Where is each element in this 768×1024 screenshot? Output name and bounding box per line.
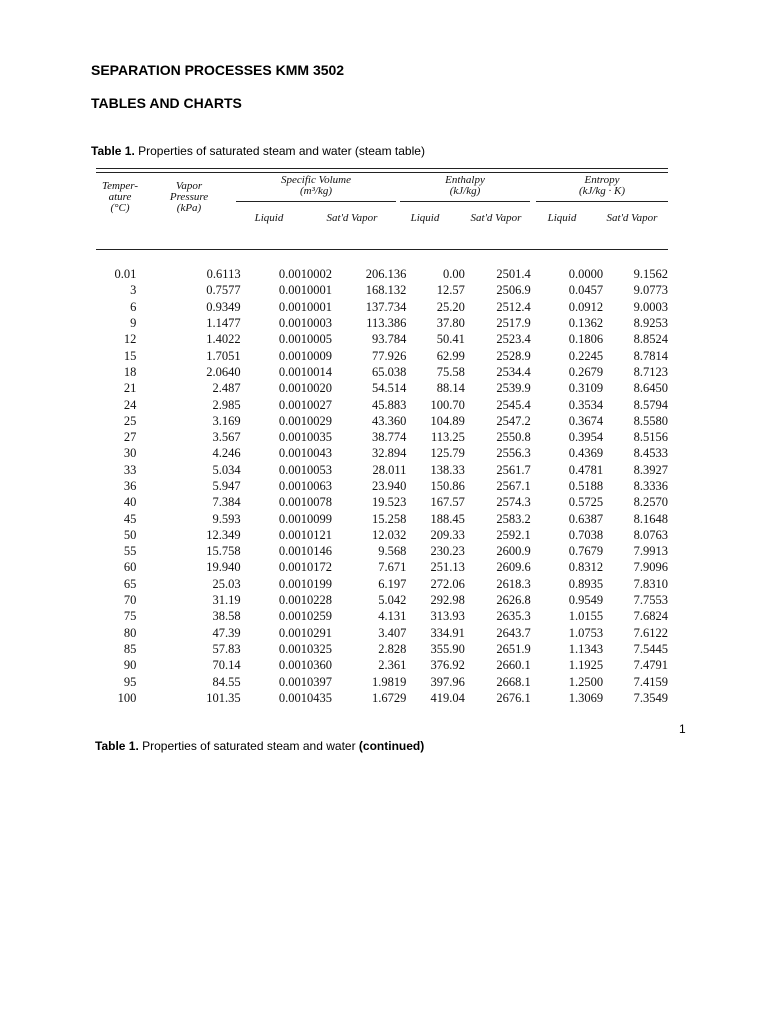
header-pressure-1: Vapor <box>175 180 203 192</box>
cell-vapor-entropy: 7.6824 <box>633 609 668 624</box>
cell-temperature: 45 <box>123 511 137 526</box>
cell-temperature: 3 <box>130 283 137 298</box>
cell-liquid-volume: 0.0010001 <box>278 283 332 298</box>
cell-temperature: 30 <box>123 446 137 461</box>
cell-liquid-enthalpy: 62.99 <box>436 348 465 363</box>
cell-temperature: 65 <box>123 576 137 591</box>
cell-vapor-pressure: 19.940 <box>206 560 241 575</box>
cell-vapor-entropy: 8.5580 <box>633 413 668 428</box>
cell-vapor-enthalpy: 2651.9 <box>496 641 531 656</box>
cell-liquid-entropy: 1.2500 <box>568 674 604 689</box>
cell-vapor-entropy: 7.3549 <box>633 690 668 705</box>
cell-vapor-pressure: 84.55 <box>212 674 241 689</box>
cell-liquid-entropy: 0.5188 <box>568 479 604 493</box>
table-row <box>96 299 668 315</box>
cell-vapor-pressure: 2.487 <box>212 381 241 396</box>
cell-temperature: 27 <box>123 430 137 445</box>
cell-liquid-volume: 0.0010291 <box>278 625 332 640</box>
cell-vapor-entropy: 8.3336 <box>633 479 668 493</box>
header-temp-1: Temper- <box>101 180 139 192</box>
cell-vapor-enthalpy: 2523.4 <box>496 332 531 347</box>
cell-liquid-enthalpy: 100.70 <box>430 397 465 412</box>
cell-liquid-entropy: 0.8935 <box>568 576 604 591</box>
cell-vapor-enthalpy: 2528.9 <box>496 348 531 363</box>
cell-liquid-volume: 0.0010029 <box>278 413 332 428</box>
cell-vapor-volume: 4.131 <box>378 609 407 624</box>
cell-vapor-volume: 6.197 <box>378 576 407 591</box>
page-number: 1 <box>679 722 686 736</box>
cell-liquid-volume: 0.0010172 <box>278 560 332 575</box>
cell-liquid-volume: 0.0010121 <box>278 527 332 542</box>
cell-vapor-entropy: 8.5156 <box>633 430 668 445</box>
cell-vapor-pressure: 38.58 <box>212 609 241 624</box>
cell-liquid-entropy: 0.0457 <box>568 283 604 298</box>
cell-vapor-pressure: 101.35 <box>206 690 241 705</box>
cell-liquid-entropy: 0.2679 <box>568 364 604 379</box>
cell-liquid-volume: 0.0010397 <box>278 674 332 689</box>
cell-liquid-enthalpy: 209.33 <box>430 527 465 542</box>
cell-vapor-volume: 32.894 <box>372 446 407 461</box>
table-row <box>96 380 668 396</box>
cell-temperature: 60 <box>123 560 137 575</box>
cell-liquid-volume: 0.0010053 <box>278 462 332 477</box>
cell-vapor-volume: 206.136 <box>365 267 407 282</box>
table-row <box>96 266 668 282</box>
cell-liquid-entropy: 0.1806 <box>568 332 604 347</box>
table-row <box>96 510 668 526</box>
cell-temperature: 18 <box>123 364 137 379</box>
cell-liquid-volume: 0.0010078 <box>278 495 332 510</box>
cell-vapor-enthalpy: 2609.6 <box>496 560 531 575</box>
table-caption <box>91 144 425 158</box>
table-row <box>96 478 668 494</box>
cell-liquid-enthalpy: 355.90 <box>430 641 465 656</box>
cell-liquid-volume: 0.0010360 <box>278 658 332 673</box>
cell-vapor-pressure: 15.758 <box>206 544 241 559</box>
cell-vapor-pressure: 47.39 <box>212 625 241 640</box>
cell-liquid-entropy: 0.3534 <box>568 397 604 412</box>
cell-vapor-pressure: 2.0640 <box>206 364 241 379</box>
cell-vapor-pressure: 31.19 <box>212 593 241 608</box>
cell-liquid-entropy: 0.4781 <box>568 462 604 477</box>
cell-liquid-volume: 0.0010003 <box>278 316 332 331</box>
table-top-rule <box>96 168 668 169</box>
cell-vapor-enthalpy: 2668.1 <box>496 674 531 689</box>
table-row <box>96 445 668 461</box>
cell-vapor-entropy: 8.8524 <box>633 332 668 347</box>
cell-vapor-pressure: 1.1477 <box>206 316 241 331</box>
cell-liquid-enthalpy: 138.33 <box>430 462 465 477</box>
cell-vapor-enthalpy: 2643.7 <box>496 625 531 640</box>
table-row <box>96 625 668 641</box>
cell-liquid-entropy: 0.9549 <box>568 593 604 608</box>
cell-liquid-entropy: 0.7038 <box>568 527 604 542</box>
cell-vapor-entropy: 8.7123 <box>633 364 668 379</box>
cell-liquid-enthalpy: 25.20 <box>436 299 465 314</box>
cell-vapor-enthalpy: 2506.9 <box>496 283 531 298</box>
cell-temperature: 90 <box>123 658 137 673</box>
cell-vapor-enthalpy: 2600.9 <box>496 544 531 559</box>
cell-vapor-volume: 77.926 <box>372 348 407 363</box>
cell-liquid-volume: 0.0010199 <box>278 576 332 591</box>
cell-vapor-pressure: 3.567 <box>212 430 241 445</box>
cell-vapor-enthalpy: 2618.3 <box>496 576 531 591</box>
cell-temperature: 0.01 <box>114 267 137 282</box>
cell-vapor-entropy: 7.4159 <box>633 674 668 689</box>
cell-temperature: 50 <box>123 527 137 542</box>
cell-vapor-entropy: 7.9096 <box>633 560 668 575</box>
cell-vapor-volume: 23.940 <box>372 479 407 493</box>
cell-vapor-entropy: 8.5794 <box>633 397 668 412</box>
cell-liquid-enthalpy: 334.91 <box>430 625 465 640</box>
cell-liquid-entropy: 0.3674 <box>568 413 604 428</box>
cell-liquid-entropy: 0.3954 <box>568 430 604 445</box>
header-enthalpy-group: Enthalpy <box>445 174 485 186</box>
cell-liquid-volume: 0.0010005 <box>278 332 332 347</box>
cell-temperature: 12 <box>123 332 137 347</box>
table-row <box>96 331 668 347</box>
table-row <box>96 413 668 429</box>
cell-vapor-entropy: 8.4533 <box>633 446 668 461</box>
cell-vapor-enthalpy: 2660.1 <box>496 658 531 673</box>
cell-vapor-entropy: 8.7814 <box>633 348 668 363</box>
cell-vapor-pressure: 9.593 <box>212 511 241 526</box>
enthalpy-subrule <box>400 201 530 202</box>
table-row <box>96 592 668 608</box>
cell-liquid-enthalpy: 188.45 <box>430 511 465 526</box>
table-row <box>96 462 668 478</box>
cell-vapor-enthalpy: 2561.7 <box>496 462 531 477</box>
cell-liquid-entropy: 1.0155 <box>568 609 604 624</box>
caption-label: Table 1. <box>91 144 135 158</box>
cell-vapor-entropy: 8.0763 <box>633 527 668 542</box>
cell-liquid-entropy: 0.1362 <box>568 316 604 331</box>
cell-vapor-enthalpy: 2512.4 <box>496 299 531 314</box>
cell-vapor-pressure: 70.14 <box>212 658 241 673</box>
volume-subrule <box>236 201 396 202</box>
cell-vapor-enthalpy: 2626.8 <box>496 593 531 608</box>
cell-vapor-entropy: 9.0773 <box>633 283 668 298</box>
cell-vapor-volume: 5.042 <box>378 593 407 608</box>
cell-temperature: 80 <box>123 625 137 640</box>
cell-liquid-volume: 0.0010014 <box>278 364 332 379</box>
cell-liquid-enthalpy: 12.57 <box>436 283 465 298</box>
cell-temperature: 55 <box>123 544 137 559</box>
cell-vapor-volume: 45.883 <box>372 397 407 412</box>
cell-liquid-volume: 0.0010259 <box>278 609 332 624</box>
cell-vapor-volume: 65.038 <box>372 364 407 379</box>
cell-vapor-volume: 3.407 <box>378 625 407 640</box>
cell-vapor-pressure: 4.246 <box>212 446 241 461</box>
cell-vapor-entropy: 8.6450 <box>633 381 668 396</box>
cell-temperature: 21 <box>123 381 137 396</box>
cell-liquid-volume: 0.0010099 <box>278 511 332 526</box>
cell-liquid-volume: 0.0010043 <box>278 446 332 461</box>
cell-liquid-enthalpy: 292.98 <box>430 593 465 608</box>
cell-liquid-enthalpy: 104.89 <box>430 413 465 428</box>
cell-temperature: 6 <box>130 299 137 314</box>
cell-liquid-entropy: 1.1925 <box>568 658 604 673</box>
caption-text: Properties of saturated steam and water <box>138 739 359 753</box>
table-row <box>96 282 668 298</box>
cell-vapor-enthalpy: 2567.1 <box>496 479 531 493</box>
caption-text: Properties of saturated steam and water (steam table) <box>134 144 425 158</box>
cell-vapor-volume: 15.258 <box>372 511 407 526</box>
cell-liquid-entropy: 0.8312 <box>568 560 604 575</box>
cell-vapor-pressure: 0.9349 <box>206 299 241 314</box>
cell-liquid-volume: 0.0010146 <box>278 544 332 559</box>
cell-liquid-volume: 0.0010027 <box>278 397 332 412</box>
cell-temperature: 70 <box>123 593 137 608</box>
cell-vapor-volume: 1.9819 <box>372 674 407 689</box>
cell-vapor-enthalpy: 2501.4 <box>496 267 531 282</box>
header-entropy-vapor: Sat'd Vapor <box>606 212 658 224</box>
cell-vapor-entropy: 9.1562 <box>633 267 668 282</box>
cell-liquid-entropy: 0.6387 <box>568 511 604 526</box>
cell-liquid-entropy: 0.0000 <box>568 267 604 282</box>
cell-vapor-enthalpy: 2517.9 <box>496 316 531 331</box>
cell-vapor-enthalpy: 2539.9 <box>496 381 531 396</box>
cell-liquid-enthalpy: 37.80 <box>436 316 465 331</box>
cell-vapor-entropy: 8.3927 <box>633 462 668 477</box>
cell-vapor-entropy: 9.0003 <box>633 299 668 314</box>
cell-vapor-pressure: 2.985 <box>212 397 241 412</box>
cell-liquid-entropy: 0.0912 <box>568 299 604 314</box>
cell-vapor-volume: 54.514 <box>372 381 407 396</box>
cell-liquid-entropy: 1.0753 <box>568 625 604 640</box>
cell-vapor-enthalpy: 2545.4 <box>496 397 531 412</box>
cell-vapor-volume: 7.671 <box>378 560 407 575</box>
header-temp-3: (°C) <box>110 202 130 214</box>
table-row <box>96 559 668 575</box>
cell-vapor-enthalpy: 2676.1 <box>496 690 531 705</box>
cell-liquid-volume: 0.0010035 <box>278 430 332 445</box>
cell-liquid-entropy: 1.1343 <box>568 641 604 656</box>
cell-vapor-entropy: 8.1648 <box>633 511 668 526</box>
table-row <box>96 396 668 412</box>
cell-liquid-entropy: 0.3109 <box>568 381 604 396</box>
table-row <box>96 347 668 363</box>
cell-temperature: 24 <box>123 397 137 412</box>
table-row <box>96 641 668 657</box>
table-row <box>96 543 668 559</box>
header-entropy-liquid: Liquid <box>547 212 577 224</box>
table-row <box>96 364 668 380</box>
cell-temperature: 100 <box>117 690 137 705</box>
table-row <box>96 657 668 673</box>
cell-liquid-volume: 0.0010228 <box>278 593 332 608</box>
cell-liquid-volume: 0.0010325 <box>278 641 332 656</box>
cell-temperature: 25 <box>123 413 137 428</box>
cell-liquid-enthalpy: 376.92 <box>430 658 465 673</box>
cell-temperature: 95 <box>123 674 137 689</box>
table-row <box>96 429 668 445</box>
steam-data <box>96 266 668 706</box>
cell-vapor-entropy: 7.4791 <box>633 658 668 673</box>
cell-vapor-volume: 43.360 <box>372 413 407 428</box>
cell-liquid-enthalpy: 88.14 <box>436 381 465 396</box>
caption-continued: (continued) <box>358 739 425 753</box>
header-entropy-units: (kJ/kg · K) <box>578 185 626 197</box>
cell-temperature: 9 <box>130 316 137 331</box>
cell-liquid-entropy: 1.3069 <box>568 690 604 705</box>
table-row <box>96 576 668 592</box>
caption-label: Table 1. <box>95 739 139 753</box>
cell-liquid-entropy: 0.2245 <box>568 348 604 363</box>
cell-liquid-enthalpy: 419.04 <box>430 690 465 705</box>
cell-vapor-entropy: 7.6122 <box>633 625 668 640</box>
cell-vapor-entropy: 8.2570 <box>633 495 668 510</box>
table-row <box>96 608 668 624</box>
cell-liquid-enthalpy: 150.86 <box>430 479 465 493</box>
cell-temperature: 36 <box>123 479 137 493</box>
cell-liquid-enthalpy: 113.25 <box>430 430 465 445</box>
cell-temperature: 33 <box>123 462 137 477</box>
cell-vapor-volume: 168.132 <box>365 283 407 298</box>
cell-vapor-enthalpy: 2556.3 <box>496 446 531 461</box>
cell-liquid-enthalpy: 50.41 <box>436 332 465 347</box>
cell-vapor-pressure: 1.4022 <box>206 332 241 347</box>
table-row <box>96 690 668 706</box>
cell-vapor-volume: 93.784 <box>372 332 407 347</box>
cell-vapor-volume: 2.828 <box>378 641 407 656</box>
header-enthalpy-vapor: Sat'd Vapor <box>470 212 522 224</box>
header-enthalpy-units: (kJ/kg) <box>449 185 481 197</box>
cell-liquid-volume: 0.0010020 <box>278 381 332 396</box>
cell-vapor-pressure: 5.034 <box>212 462 241 477</box>
cell-vapor-volume: 113.386 <box>366 316 407 331</box>
cell-vapor-volume: 28.011 <box>372 462 407 477</box>
cell-vapor-pressure: 12.349 <box>206 527 241 542</box>
cell-vapor-enthalpy: 2574.3 <box>496 495 531 510</box>
cell-temperature: 40 <box>123 495 137 510</box>
cell-liquid-volume: 0.0010002 <box>278 267 332 282</box>
cell-vapor-enthalpy: 2583.2 <box>496 511 531 526</box>
header-enthalpy-liquid: Liquid <box>410 212 440 224</box>
cell-liquid-enthalpy: 0.00 <box>443 267 465 282</box>
cell-liquid-enthalpy: 272.06 <box>430 576 465 591</box>
cell-liquid-volume: 0.0010001 <box>278 299 332 314</box>
cell-vapor-entropy: 7.9913 <box>633 544 668 559</box>
document-subtitle: TABLES AND CHARTS <box>91 95 242 111</box>
cell-vapor-pressure: 57.83 <box>212 641 241 656</box>
entropy-subrule <box>536 201 668 202</box>
cell-temperature: 75 <box>123 609 137 624</box>
header-volume-group: Specific Volume <box>281 174 351 186</box>
cell-vapor-entropy: 8.9253 <box>633 316 668 331</box>
cell-liquid-enthalpy: 251.13 <box>430 560 465 575</box>
cell-vapor-volume: 1.6729 <box>372 690 407 705</box>
table-row <box>96 673 668 689</box>
cell-vapor-volume: 12.032 <box>372 527 407 542</box>
table-row <box>96 494 668 510</box>
table-row <box>96 315 668 331</box>
cell-vapor-volume: 2.361 <box>378 658 407 673</box>
cell-vapor-volume: 9.568 <box>378 544 407 559</box>
cell-vapor-enthalpy: 2550.8 <box>496 430 531 445</box>
cell-vapor-entropy: 7.7553 <box>633 593 668 608</box>
steam-table <box>96 168 668 706</box>
cell-vapor-pressure: 0.6113 <box>206 267 241 282</box>
cell-vapor-volume: 38.774 <box>372 430 407 445</box>
cell-vapor-enthalpy: 2547.2 <box>496 413 531 428</box>
cell-liquid-enthalpy: 230.23 <box>430 544 465 559</box>
cell-vapor-enthalpy: 2534.4 <box>496 364 531 379</box>
cell-liquid-volume: 0.0010435 <box>278 690 332 705</box>
cell-liquid-enthalpy: 125.79 <box>430 446 465 461</box>
header-pressure-2: Pressure <box>169 191 209 203</box>
table-header <box>96 173 668 249</box>
cell-vapor-entropy: 7.8310 <box>633 576 668 591</box>
header-volume-units: (m³/kg) <box>299 185 332 197</box>
cell-liquid-entropy: 0.4369 <box>568 446 604 461</box>
cell-vapor-volume: 137.734 <box>365 299 407 314</box>
cell-vapor-pressure: 25.03 <box>212 576 241 591</box>
header-volume-liquid: Liquid <box>254 212 284 224</box>
cell-liquid-volume: 0.0010063 <box>278 479 332 493</box>
cell-vapor-pressure: 5.947 <box>212 479 241 493</box>
cell-liquid-enthalpy: 167.57 <box>430 495 465 510</box>
cell-liquid-entropy: 0.5725 <box>568 495 604 510</box>
cell-temperature: 15 <box>123 348 137 363</box>
cell-vapor-enthalpy: 2592.1 <box>496 527 531 542</box>
cell-vapor-entropy: 7.5445 <box>633 641 668 656</box>
cell-vapor-enthalpy: 2635.3 <box>496 609 531 624</box>
header-volume-vapor: Sat'd Vapor <box>326 212 378 224</box>
table-header-rule <box>96 249 668 250</box>
cell-vapor-volume: 19.523 <box>372 495 407 510</box>
cell-vapor-pressure: 0.7577 <box>206 283 241 298</box>
cell-liquid-volume: 0.0010009 <box>278 348 332 363</box>
cell-temperature: 85 <box>123 641 137 656</box>
cell-liquid-entropy: 0.7679 <box>568 544 604 559</box>
cell-liquid-enthalpy: 75.58 <box>436 364 465 379</box>
document-title: SEPARATION PROCESSES KMM 3502 <box>91 62 345 78</box>
cell-vapor-pressure: 3.169 <box>212 413 241 428</box>
table-caption-continued <box>95 739 424 753</box>
header-entropy-group: Entropy <box>584 174 620 186</box>
cell-liquid-enthalpy: 397.96 <box>430 674 465 689</box>
cell-vapor-pressure: 1.7051 <box>206 348 241 363</box>
cell-liquid-enthalpy: 313.93 <box>430 609 465 624</box>
header-pressure-3: (kPa) <box>176 202 202 214</box>
header-temp-2: ature <box>108 191 132 203</box>
table-row <box>96 527 668 543</box>
cell-vapor-pressure: 7.384 <box>212 495 241 510</box>
